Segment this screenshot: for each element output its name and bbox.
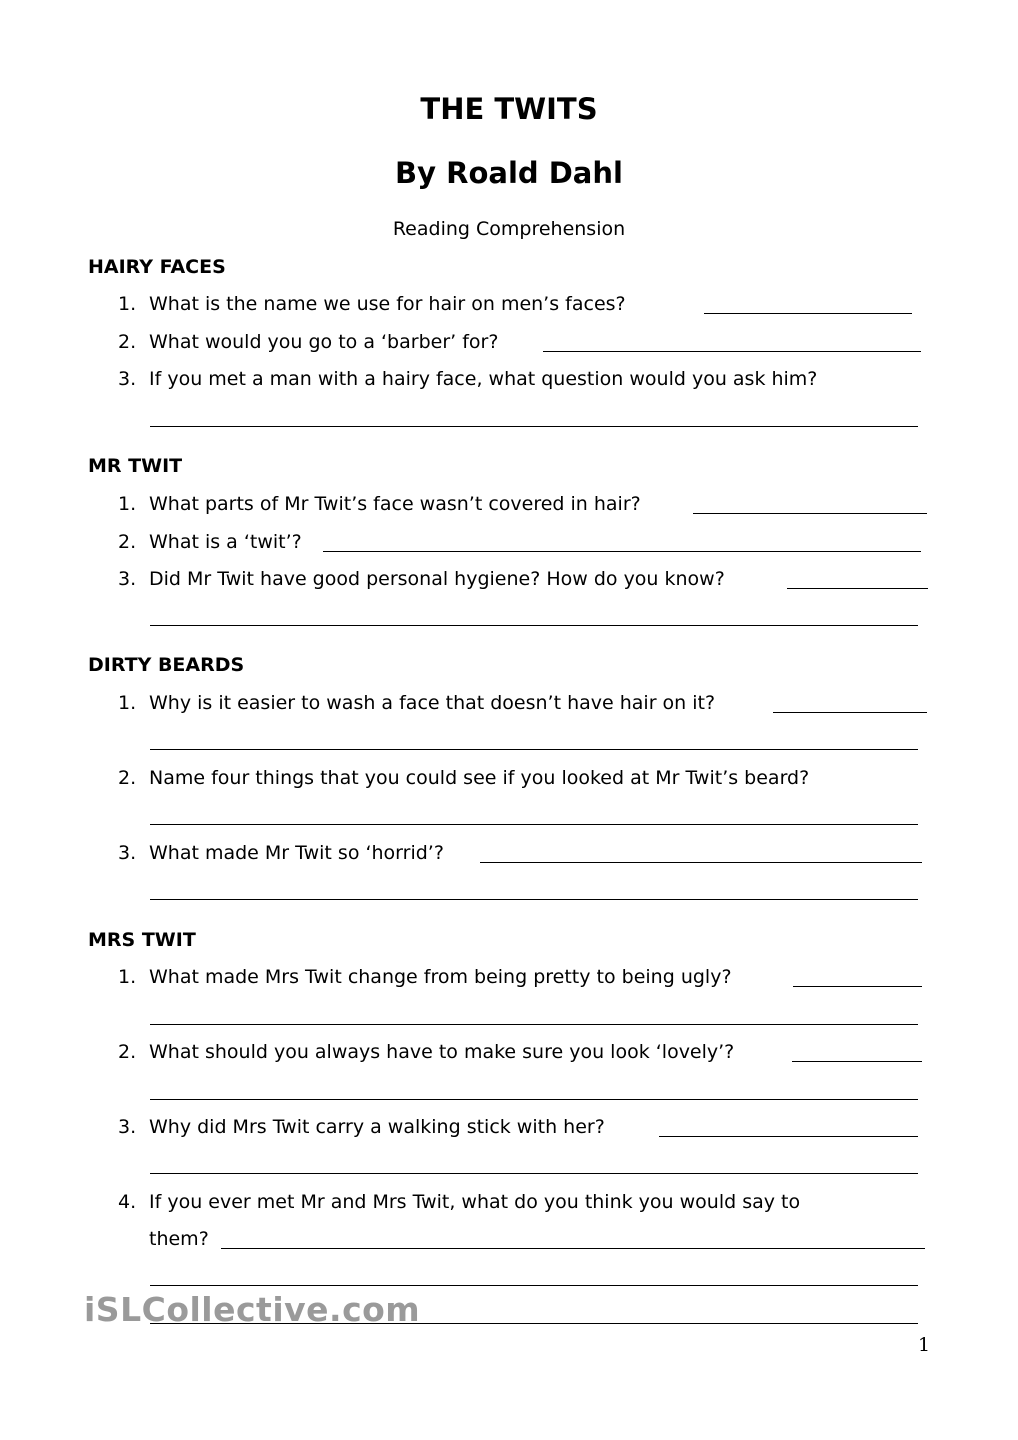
answer-line[interactable] <box>150 749 918 750</box>
section-heading-dirty-beards: DIRTY BEARDS <box>88 654 245 676</box>
section-heading-mr-twit: MR TWIT <box>88 455 183 477</box>
question-text: Name four things that you could see if you looked at Mr Twit’s beard? <box>149 767 810 789</box>
question-text: If you met a man with a hairy face, what question would you ask him? <box>149 368 818 390</box>
question-dirty-beards-3 <box>118 842 444 864</box>
question-number: 3. <box>118 368 137 390</box>
answer-line[interactable] <box>773 712 927 713</box>
question-text: Why did Mrs Twit carry a walking stick with her? <box>149 1116 605 1138</box>
question-dirty-beards-2 <box>118 767 809 789</box>
question-mr-twit-1 <box>118 493 641 515</box>
question-hairy-faces-3 <box>118 368 817 390</box>
question-text: What parts of Mr Twit’s face wasn’t covered in hair? <box>149 493 641 515</box>
page-number: 1 <box>918 1334 931 1356</box>
question-text: What is a ‘twit’? <box>149 531 302 553</box>
answer-line[interactable] <box>150 1285 918 1286</box>
question-mrs-twit-2 <box>118 1041 734 1063</box>
question-number: 1. <box>118 293 137 315</box>
question-mrs-twit-4-continued: them? <box>149 1228 209 1250</box>
question-text: What made Mr Twit so ‘horrid’? <box>149 842 444 864</box>
question-dirty-beards-1 <box>118 692 715 714</box>
answer-line[interactable] <box>704 313 912 314</box>
answer-line[interactable] <box>150 1024 918 1025</box>
answer-line[interactable] <box>793 986 922 987</box>
answer-line[interactable] <box>693 513 927 514</box>
question-number: 1. <box>118 966 137 988</box>
question-number: 2. <box>118 1041 137 1063</box>
answer-line[interactable] <box>792 1061 922 1062</box>
watermark-logo: iSLCollective.com <box>84 1290 421 1329</box>
answer-line[interactable] <box>323 551 921 552</box>
question-text: Did Mr Twit have good personal hygiene? How do you know? <box>149 568 725 590</box>
answer-line[interactable] <box>150 899 918 900</box>
question-number: 4. <box>118 1191 137 1213</box>
question-number: 1. <box>118 493 137 515</box>
question-mr-twit-2 <box>118 531 302 553</box>
answer-line[interactable] <box>221 1248 925 1249</box>
answer-line[interactable] <box>150 824 918 825</box>
answer-line[interactable] <box>543 351 921 352</box>
page-subtitle: Reading Comprehension <box>392 218 626 240</box>
question-number: 3. <box>118 842 137 864</box>
question-text: What should you always have to make sure you look ‘lovely’? <box>149 1041 735 1063</box>
question-text: What made Mrs Twit change from being pretty to being ugly? <box>149 966 732 988</box>
question-number: 3. <box>118 1116 137 1138</box>
question-mrs-twit-3 <box>118 1116 605 1138</box>
answer-line[interactable] <box>787 588 928 589</box>
section-heading-mrs-twit: MRS TWIT <box>88 929 196 951</box>
question-number: 2. <box>118 767 137 789</box>
question-number: 3. <box>118 568 137 590</box>
question-text: What is the name we use for hair on men’s faces? <box>149 293 626 315</box>
question-text: Why is it easier to wash a face that doesn’t have hair on it? <box>149 692 716 714</box>
question-text: If you ever met Mr and Mrs Twit, what do you think you would say to <box>149 1191 801 1213</box>
section-heading-hairy-faces: HAIRY FACES <box>88 256 226 278</box>
answer-line[interactable] <box>150 625 918 626</box>
answer-line[interactable] <box>150 1099 918 1100</box>
question-mr-twit-3 <box>118 568 725 590</box>
question-number: 2. <box>118 531 137 553</box>
question-number: 2. <box>118 331 137 353</box>
answer-line[interactable] <box>150 426 918 427</box>
question-hairy-faces-1 <box>118 293 626 315</box>
answer-line[interactable] <box>150 1173 918 1174</box>
question-mrs-twit-4 <box>118 1191 800 1213</box>
answer-line[interactable] <box>480 862 922 863</box>
question-text: What would you go to a ‘barber’ for? <box>149 331 499 353</box>
page-title: THE TWITS <box>420 92 598 126</box>
question-number: 1. <box>118 692 137 714</box>
question-mrs-twit-1 <box>118 966 732 988</box>
answer-line[interactable] <box>659 1136 918 1137</box>
author-line: By Roald Dahl <box>395 156 623 190</box>
question-hairy-faces-2 <box>118 331 498 353</box>
